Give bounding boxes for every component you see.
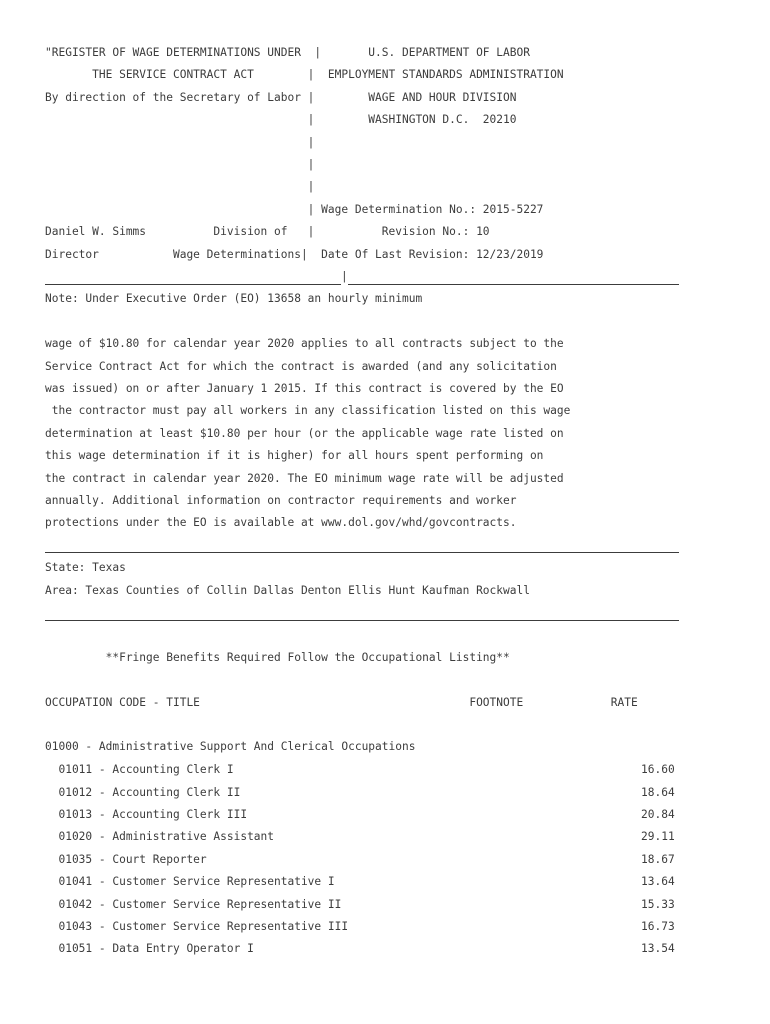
header-line-6: | <box>45 158 315 171</box>
note-line-7: this wage determination if it is higher) for all hours spent performing on <box>45 449 544 462</box>
occupation-code-title: 01042 - Customer Service Representative II <box>45 898 342 911</box>
occupation-code-title: 01012 - Accounting Clerk II <box>45 786 241 799</box>
occupation-code-title: 01011 - Accounting Clerk I <box>45 763 234 776</box>
occupation-code-title: 01020 - Administrative Assistant <box>45 830 275 843</box>
occupation-code-title: 01035 - Court Reporter <box>45 853 207 866</box>
note-line-8: the contract in calendar year 2020. The EO minimum wage rate will be adjusted <box>45 472 564 485</box>
header-rule-divider: | <box>341 270 348 283</box>
occupation-rate: 20.84 <box>641 808 675 821</box>
note-line-1: Note: Under Executive Order (EO) 13658 an hourly minimum <box>45 292 423 305</box>
occupation-table-header: OCCUPATION CODE - TITLE FOOTNOTE RATE <box>45 696 638 709</box>
note-line-4: was issued) on or after January 1 2015. If this contract is covered by the EO <box>45 382 564 395</box>
note-line-6: determination at least $10.80 per hour (or the applicable wage rate listed on <box>45 427 564 440</box>
occupation-rate: 18.67 <box>641 853 675 866</box>
state-label: State: Texas <box>45 561 126 574</box>
occupation-code-title: 01051 - Data Entry Operator I <box>45 942 254 955</box>
occupation-rate: 16.73 <box>641 920 675 933</box>
header-rule-left <box>45 284 341 285</box>
fringe-benefits-notice: **Fringe Benefits Required Follow the Occupational Listing** <box>45 651 510 664</box>
header-line-1: "REGISTER OF WAGE DETERMINATIONS UNDER | U.S. DEPARTMENT OF LABOR <box>45 46 530 59</box>
header-line-7: | <box>45 180 315 193</box>
note-line-2: wage of $10.80 for calendar year 2020 applies to all contracts subject to the <box>45 337 564 350</box>
header-line-2: THE SERVICE CONTRACT ACT | EMPLOYMENT STANDARDS ADMINISTRATION <box>45 68 564 81</box>
note-line-9: annually. Additional information on contractor requirements and worker <box>45 494 517 507</box>
header-rule-right <box>348 284 679 285</box>
occupation-rate: 29.11 <box>641 830 675 843</box>
occupation-group-title: 01000 - Administrative Support And Clerical Occupations <box>45 740 416 753</box>
occupation-rate: 18.64 <box>641 786 675 799</box>
last-revision-date-line: Director Wage Determinations| Date Of Last Revision: 12/23/2019 <box>45 248 544 261</box>
occupation-rate: 16.60 <box>641 763 675 776</box>
area-label: Area: Texas Counties of Collin Dallas Denton Ellis Hunt Kaufman Rockwall <box>45 584 530 597</box>
occupation-code-title: 01041 - Customer Service Representative I <box>45 875 335 888</box>
section-rule-1 <box>45 552 679 553</box>
occupation-code-title: 01043 - Customer Service Representative III <box>45 920 349 933</box>
note-line-3: Service Contract Act for which the contract is awarded (and any solicitation <box>45 360 557 373</box>
occupation-rate: 15.33 <box>641 898 675 911</box>
occupation-code-title: 01013 - Accounting Clerk III <box>45 808 248 821</box>
note-line-5: the contractor must pay all workers in any classification listed on this wage <box>45 404 571 417</box>
note-line-10: protections under the EO is available at www.dol.gov/whd/govcontracts. <box>45 516 517 529</box>
wage-determination-number: | Wage Determination No.: 2015-5227 <box>45 203 544 216</box>
header-line-3: By direction of the Secretary of Labor | WAGE AND HOUR DIVISION <box>45 91 517 104</box>
revision-number-line: Daniel W. Simms Division of | Revision No.: 10 <box>45 225 490 238</box>
header-line-4: | WASHINGTON D.C. 20210 <box>45 113 517 126</box>
header-line-5: | <box>45 136 315 149</box>
occupation-rate: 13.64 <box>641 875 675 888</box>
occupation-rate: 13.54 <box>641 942 675 955</box>
section-rule-2 <box>45 620 679 621</box>
